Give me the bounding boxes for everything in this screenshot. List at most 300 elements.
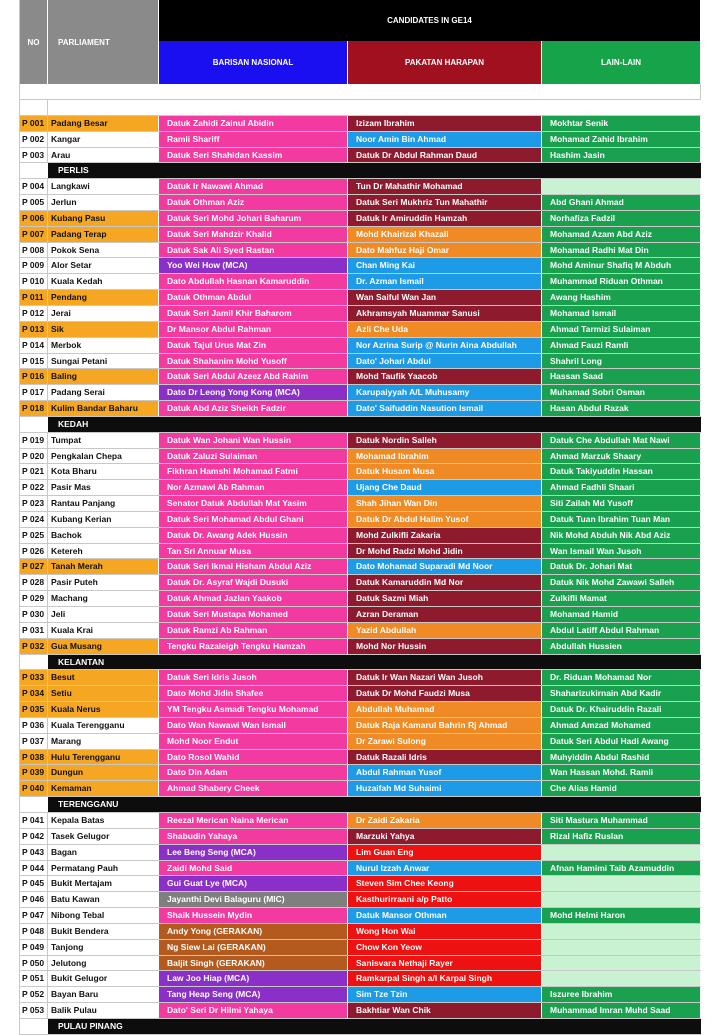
seat-number: P 041 <box>19 813 48 828</box>
other-candidate: Mokhtar Senik <box>542 116 701 131</box>
seat-name: Kuala Kedah <box>48 274 159 289</box>
table-row <box>19 876 701 892</box>
seat-number: P 044 <box>19 861 48 876</box>
bn-candidate: Datuk Dr. Asyraf Wajdi Dusuki <box>159 575 348 590</box>
other-candidate <box>542 892 701 907</box>
state-no-cell <box>19 797 48 812</box>
other-candidate: Muhyiddin Abdul Rashid <box>542 750 701 765</box>
bn-candidate: Datuk Seri Mohamad Abdul Ghani <box>159 512 348 527</box>
seat-name: Padang Serai <box>48 385 159 400</box>
seat-name: Hulu Terengganu <box>48 750 159 765</box>
bn-candidate: Ahmad Shabery Cheek <box>159 781 348 796</box>
other-candidate: Datuk Che Abdullah Mat Nawi <box>542 433 701 448</box>
other-candidate: Shaharizukirnain Abd Kadir <box>542 686 701 701</box>
bn-candidate: Datuk Seri Abdul Azeez Abd Rahim <box>159 369 348 384</box>
seat-name: Setiu <box>48 686 159 701</box>
seat-number: P 014 <box>19 338 48 353</box>
title-header-label: CANDIDATES IN GE14 <box>387 16 472 25</box>
seat-name: Tumpat <box>48 433 159 448</box>
ph-candidate: Tun Dr Mahathir Mohamad <box>348 179 542 194</box>
bn-candidate: Shabudin Yahaya <box>159 829 348 844</box>
bn-candidate: Tan Sri Annuar Musa <box>159 544 348 559</box>
ph-candidate: Nurul Izzah Anwar <box>348 861 542 876</box>
bn-candidate: Jayanthi Devi Balaguru (MIC) <box>159 892 348 907</box>
bn-header-label: BARISAN NASIONAL <box>212 58 294 67</box>
seat-name: Pasir Puteh <box>48 575 159 590</box>
other-candidate: Wan Hassan Mohd. Ramli <box>542 765 701 780</box>
seat-number: P 029 <box>19 591 48 606</box>
bn-candidate: Tengku Razaleigh Tengku Hamzah <box>159 639 348 654</box>
seat-name: Alor Setar <box>48 258 159 273</box>
seat-name: Bachok <box>48 528 159 543</box>
lain-header <box>542 41 701 84</box>
other-candidate: Siti Mastura Muhammad <box>542 813 701 828</box>
seat-number: P 027 <box>19 559 48 574</box>
seat-number: P 030 <box>19 607 48 622</box>
table-row <box>19 987 701 1003</box>
seat-number: P 020 <box>19 449 48 464</box>
other-candidate: Mohd Helmi Haron <box>542 908 701 923</box>
ph-candidate: Steven Sim Chee Keong <box>348 876 542 891</box>
other-candidate: Rizal Hafiz Ruslan <box>542 829 701 844</box>
other-candidate <box>542 179 701 194</box>
ph-candidate: Datuk Seri Mukhriz Tun Mahathir <box>348 195 542 210</box>
seat-name: Kepala Batas <box>48 813 159 828</box>
ph-candidate: Abdullah Muhamad <box>348 702 542 717</box>
seat-number: P 051 <box>19 971 48 986</box>
bn-candidate: Dato' Seri Dr Hilmi Yahaya <box>159 1003 348 1018</box>
other-candidate: Mohd Aminur Shafiq M Abduh <box>542 258 701 273</box>
ph-candidate: Akhramsyah Muammar Sanusi <box>348 306 542 321</box>
ph-candidate: Mohamad Ibrahim <box>348 449 542 464</box>
bn-candidate: Dato Din Adam <box>159 765 348 780</box>
other-candidate: Awang Hashim <box>542 290 701 305</box>
other-candidate: Muhamad Sobri Osman <box>542 385 701 400</box>
table-row <box>19 702 701 718</box>
bn-candidate: Dato Mohd Jidin Shafee <box>159 686 348 701</box>
bn-candidate: Zaidi Mohd Said <box>159 861 348 876</box>
bn-candidate: Dato Abdullah Hasnan Kamaruddin <box>159 274 348 289</box>
seat-name: Tanjong <box>48 940 159 955</box>
bn-candidate: Datuk Ramzi Ab Rahman <box>159 623 348 638</box>
table-row <box>19 464 701 480</box>
ph-candidate: Mohd Taufik Yaacob <box>348 369 542 384</box>
ph-candidate: Chan Ming Kai <box>348 258 542 273</box>
other-candidate: Datuk Dr. Khairuddin Razali <box>542 702 701 717</box>
ph-candidate: Chow Kon Yeow <box>348 940 542 955</box>
seat-name: Padang Terap <box>48 227 159 242</box>
other-candidate: Ahmad Amzad Mohamed <box>542 718 701 733</box>
bn-candidate: Datuk Shahanim Mohd Yusoff <box>159 354 348 369</box>
seat-number: P 050 <box>19 956 48 971</box>
table-row <box>19 401 701 417</box>
seat-number: P 038 <box>19 750 48 765</box>
table-row <box>19 243 701 259</box>
ph-candidate: Dato Mahfuz Haji Omar <box>348 243 542 258</box>
bn-candidate: Datuk Abd Aziz Sheikh Fadzir <box>159 401 348 416</box>
table-row <box>19 322 701 338</box>
seat-name: Pendang <box>48 290 159 305</box>
table-row <box>19 227 701 243</box>
table-row <box>19 639 701 655</box>
ph-candidate: Datuk Raja Kamarul Bahrin Rj Ahmad <box>348 718 542 733</box>
seat-number: P 018 <box>19 401 48 416</box>
state-name: KEDAH <box>58 418 89 429</box>
table-row <box>19 765 701 781</box>
seat-number: P 019 <box>19 433 48 448</box>
bn-candidate: YM Tengku Asmadi Tengku Mohamad <box>159 702 348 717</box>
bn-candidate: Datuk Sak Ali Syed Rastan <box>159 243 348 258</box>
seat-number: P 047 <box>19 908 48 923</box>
table-row <box>19 940 701 956</box>
seat-name: Arau <box>48 148 159 163</box>
bn-candidate: Datuk Wan Johani Wan Hussin <box>159 433 348 448</box>
bn-candidate: Fikhran Hamshi Mohamad Fatmi <box>159 464 348 479</box>
other-candidate: Afnan Hamimi Taib Azamuddin <box>542 861 701 876</box>
state-row <box>19 655 701 671</box>
bn-candidate: Datuk Seri Jamil Khir Baharom <box>159 306 348 321</box>
seat-name: Jeli <box>48 607 159 622</box>
bn-candidate: Tang Heap Seng (MCA) <box>159 987 348 1002</box>
no-header <box>19 0 48 84</box>
table-row <box>19 195 701 211</box>
seat-number: P 006 <box>19 211 48 226</box>
table-row <box>19 924 701 940</box>
seat-number: P 042 <box>19 829 48 844</box>
ph-cell <box>348 100 542 115</box>
other-candidate: Ahmad Fadhli Shaari <box>542 480 701 495</box>
ph-candidate: Dr Mohd Radzi Mohd Jidin <box>348 544 542 559</box>
ph-candidate: Lim Guan Eng <box>348 845 542 860</box>
table-row <box>19 781 701 797</box>
seat-name: Tasek Gelugor <box>48 829 159 844</box>
table-row <box>19 148 701 164</box>
seat-name: Bukit Mertajam <box>48 876 159 891</box>
table-row <box>19 607 701 623</box>
table-row <box>19 718 701 734</box>
ph-candidate: Datuk Sazmi Miah <box>348 591 542 606</box>
table-row <box>19 971 701 987</box>
table-row <box>19 892 701 908</box>
ph-candidate: Mohd Nor Hussin <box>348 639 542 654</box>
seat-number: P 045 <box>19 876 48 891</box>
other-candidate: Mohamad Ismail <box>542 306 701 321</box>
seat-number: P 008 <box>19 243 48 258</box>
seat-name: Nibong Tebal <box>48 908 159 923</box>
table-row <box>19 496 701 512</box>
seat-name: Batu Kawan <box>48 892 159 907</box>
bn-candidate: Datuk Seri Mohd Johari Baharum <box>159 211 348 226</box>
table-row <box>19 956 701 972</box>
bn-cell <box>159 100 348 115</box>
bn-candidate: Senator Datuk Abdullah Mat Yasim <box>159 496 348 511</box>
ph-candidate: Datuk Kamaruddin Md Nor <box>348 575 542 590</box>
table-row <box>19 1003 701 1019</box>
ph-candidate: Karupaiyyah A/L Muhusamy <box>348 385 542 400</box>
other-candidate: Hashim Jasin <box>542 148 701 163</box>
table-row <box>19 908 701 924</box>
other-candidate: Datuk Dr. Johari Mat <box>542 559 701 574</box>
seat-number: P 021 <box>19 464 48 479</box>
table-row <box>19 845 701 861</box>
ph-candidate: Mohd Zulkifli Zakaria <box>348 528 542 543</box>
ph-candidate: Dr. Azman Ismail <box>348 274 542 289</box>
seat-number: P 016 <box>19 369 48 384</box>
ph-candidate: Izizam Ibrahim <box>348 116 542 131</box>
ph-candidate: Datuk Nordin Salleh <box>348 433 542 448</box>
table-row <box>19 116 701 132</box>
header-spacer-row <box>19 84 701 100</box>
table-row <box>19 861 701 877</box>
table-row <box>19 670 701 686</box>
seat-number: P 022 <box>19 480 48 495</box>
bn-candidate: Datuk Seri Mustapa Mohamed <box>159 607 348 622</box>
other-candidate: Dr. Riduan Mohamad Nor <box>542 670 701 685</box>
table-row <box>19 449 701 465</box>
ph-candidate: Dr Zarawi Sulong <box>348 734 542 749</box>
other-candidate: Hassan Saad <box>542 369 701 384</box>
other-candidate: Iszuree Ibrahim <box>542 987 701 1002</box>
other-candidate: Ahmad Tarmizi Sulaiman <box>542 322 701 337</box>
ph-candidate: Abdul Rahman Yusof <box>348 765 542 780</box>
seat-number: P 013 <box>19 322 48 337</box>
state-name: TERENGGANU <box>58 799 119 810</box>
ph-candidate: Ramkarpal Singh a/l Karpal Singh <box>348 971 542 986</box>
other-candidate <box>542 876 701 891</box>
seat-name: Dungun <box>48 765 159 780</box>
ph-candidate: Datuk Mansor Othman <box>348 908 542 923</box>
table-row <box>19 385 701 401</box>
other-candidate: Siti Zailah Md Yusoff <box>542 496 701 511</box>
seat-name: Kubang Kerian <box>48 512 159 527</box>
other-candidate: Datuk Seri Abdul Hadi Awang <box>542 734 701 749</box>
bn-candidate: Datuk Ir Nawawi Ahmad <box>159 179 348 194</box>
seat-number: P 026 <box>19 544 48 559</box>
table-row <box>19 528 701 544</box>
seat-name: Kangar <box>48 132 159 147</box>
no-header-label: NO <box>27 37 40 47</box>
table-row <box>19 559 701 575</box>
seat-number: P 003 <box>19 148 48 163</box>
table-row <box>19 369 701 385</box>
seat-number: P 034 <box>19 686 48 701</box>
table-row <box>19 258 701 274</box>
ph-header-label: PAKATAN HARAPAN <box>405 58 484 67</box>
seat-number: P 028 <box>19 575 48 590</box>
ph-candidate: Datuk Dr Mohd Faudzi Musa <box>348 686 542 701</box>
title-header <box>159 0 701 41</box>
seat-name: Rantau Panjang <box>48 496 159 511</box>
table-row <box>19 179 701 195</box>
seat-name: Bukit Bendera <box>48 924 159 939</box>
ph-candidate: Datuk Dr Abdul Rahman Daud <box>348 148 542 163</box>
seat-name: Sungai Petani <box>48 354 159 369</box>
other-candidate: Datuk Tuan Ibrahim Tuan Man <box>542 512 701 527</box>
bn-candidate: Datuk Seri Ikmal Hisham Abdul Aziz <box>159 559 348 574</box>
table-row <box>19 623 701 639</box>
seat-number: P 031 <box>19 623 48 638</box>
other-candidate <box>542 924 701 939</box>
no-cell <box>19 100 48 115</box>
table-row <box>19 686 701 702</box>
state-row <box>19 417 701 433</box>
other-candidate: Shahril Long <box>542 354 701 369</box>
seat-name: Gua Musang <box>48 639 159 654</box>
other-candidate: Datuk Nik Mohd Zawawi Salleh <box>542 575 701 590</box>
table-header <box>19 0 701 100</box>
bn-candidate: Dr Mansor Abdul Rahman <box>159 322 348 337</box>
bn-candidate: Datuk Zaluzi Sulaiman <box>159 449 348 464</box>
ph-candidate: Nor Azrina Surip @ Nurin Aina Abdullah <box>348 338 542 353</box>
seat-number: P 032 <box>19 639 48 654</box>
ph-candidate: Huzaifah Md Suhaimi <box>348 781 542 796</box>
bn-candidate: Ramli Shariff <box>159 132 348 147</box>
other-candidate: Ahmad Marzuk Shaary <box>542 449 701 464</box>
ph-candidate: Shah Jihan Wan Din <box>348 496 542 511</box>
table-row <box>19 433 701 449</box>
ph-candidate: Sim Tze Tzin <box>348 987 542 1002</box>
seat-name: Kuala Nerus <box>48 702 159 717</box>
ph-candidate: Wan Saiful Wan Jan <box>348 290 542 305</box>
seat-number: P 037 <box>19 734 48 749</box>
seat-number: P 004 <box>19 179 48 194</box>
seat-number: P 012 <box>19 306 48 321</box>
table-row <box>19 512 701 528</box>
seat-number: P 011 <box>19 290 48 305</box>
bn-candidate: Datuk Dr. Awang Adek Hussin <box>159 528 348 543</box>
ph-candidate: Sanisvara Nethaji Rayer <box>348 956 542 971</box>
table-row <box>19 354 701 370</box>
seat-number: P 005 <box>19 195 48 210</box>
bn-candidate: Datuk Othman Abdul <box>159 290 348 305</box>
seat-name: Pengkalan Chepa <box>48 449 159 464</box>
ph-candidate: Dato' Johari Abdul <box>348 354 542 369</box>
ph-candidate: Dato Mohamad Suparadi Md Noor <box>348 559 542 574</box>
seat-name: Pokok Sena <box>48 243 159 258</box>
table-row <box>19 290 701 306</box>
other-candidate: Datuk Takiyuddin Hassan <box>542 464 701 479</box>
other-candidate: Hasan Abdul Razak <box>542 401 701 416</box>
other-candidate <box>542 971 701 986</box>
state-row <box>19 163 701 179</box>
state-no-cell <box>19 417 48 432</box>
table-row <box>19 591 701 607</box>
bn-candidate: Law Joo Hiap (MCA) <box>159 971 348 986</box>
candidates-table <box>19 0 701 1031</box>
ph-candidate: Wong Hon Wai <box>348 924 542 939</box>
seat-name: Padang Besar <box>48 116 159 131</box>
seat-number: P 017 <box>19 385 48 400</box>
seat-name: Kota Bharu <box>48 464 159 479</box>
seat-number: P 049 <box>19 940 48 955</box>
seat-number: P 035 <box>19 702 48 717</box>
seat-name: Kulim Bandar Baharu <box>48 401 159 416</box>
parliament-header-label: PARLIAMENT <box>58 38 110 47</box>
bn-candidate: Datuk Seri Shahidan Kassim <box>159 148 348 163</box>
bn-candidate: Datuk Othman Aziz <box>159 195 348 210</box>
other-candidate <box>542 845 701 860</box>
seat-name: Kemaman <box>48 781 159 796</box>
bn-candidate: Datuk Tajul Urus Mat Zin <box>159 338 348 353</box>
bn-candidate: Gui Guat Lye (MCA) <box>159 876 348 891</box>
seat-name: Kuala Krai <box>48 623 159 638</box>
bn-candidate: Andy Yong (GERAKAN) <box>159 924 348 939</box>
ph-candidate: Dr Zaidi Zakaria <box>348 813 542 828</box>
other-candidate: Norhafiza Fadzil <box>542 211 701 226</box>
ph-candidate: Datuk Ir Amiruddin Hamzah <box>348 211 542 226</box>
state-no-cell <box>19 655 48 670</box>
bn-candidate: Dato Wan Nawawi Wan Ismail <box>159 718 348 733</box>
bn-candidate: Baljit Singh (GERAKAN) <box>159 956 348 971</box>
ph-header <box>348 41 542 84</box>
state-row <box>19 1019 701 1035</box>
seat-name: Marang <box>48 734 159 749</box>
seat-number: P 010 <box>19 274 48 289</box>
other-candidate: Abd Ghani Ahmad <box>542 195 701 210</box>
table-body <box>19 100 701 1035</box>
seat-number: P 052 <box>19 987 48 1002</box>
bn-candidate: Nor Azmawi Ab Rahman <box>159 480 348 495</box>
seat-number: P 040 <box>19 781 48 796</box>
seat-number: P 009 <box>19 258 48 273</box>
seat-number: P 053 <box>19 1003 48 1018</box>
bn-candidate: Ng Siew Lai (GERAKAN) <box>159 940 348 955</box>
state-name: PULAU PINANG <box>58 1020 123 1031</box>
ph-candidate: Ujang Che Daud <box>348 480 542 495</box>
other-candidate <box>542 940 701 955</box>
seat-name: Besut <box>48 670 159 685</box>
seat-number: P 024 <box>19 512 48 527</box>
seat-number: P 025 <box>19 528 48 543</box>
other-candidate: Muhammad Riduan Othman <box>542 274 701 289</box>
ph-candidate: Kasthurirraani a/p Patto <box>348 892 542 907</box>
ph-candidate: Yazid Abdullah <box>348 623 542 638</box>
seat-number: P 043 <box>19 845 48 860</box>
seat-name: Jelutong <box>48 956 159 971</box>
other-candidate: Abdul Latiff Abdul Rahman <box>542 623 701 638</box>
ph-candidate: Mohd Khairizal Khazali <box>348 227 542 242</box>
table-row <box>19 306 701 322</box>
seat-name: Balik Pulau <box>48 1003 159 1018</box>
bn-header <box>159 41 348 84</box>
seat-name: Jerai <box>48 306 159 321</box>
state-row <box>19 797 701 813</box>
other-candidate: Mohamad Radhi Mat Din <box>542 243 701 258</box>
seat-number: P 046 <box>19 892 48 907</box>
seat-number: P 048 <box>19 924 48 939</box>
table-row <box>19 544 701 560</box>
seat-number: P 001 <box>19 116 48 131</box>
table-row <box>19 274 701 290</box>
other-candidate: Che Alias Hamid <box>542 781 701 796</box>
other-candidate: Nik Mohd Abduh Nik Abd Aziz <box>542 528 701 543</box>
ph-candidate: Datuk Husam Musa <box>348 464 542 479</box>
seat-number: P 002 <box>19 132 48 147</box>
bn-candidate: Reezal Merican Naina Merican <box>159 813 348 828</box>
ph-candidate: Marzuki Yahya <box>348 829 542 844</box>
other-candidate: Zulkifli Mamat <box>542 591 701 606</box>
seat-name: Sik <box>48 322 159 337</box>
seat-name: Bagan <box>48 845 159 860</box>
bn-candidate: Dato Rosol Wahid <box>159 750 348 765</box>
seat-number: P 007 <box>19 227 48 242</box>
bn-candidate: Datuk Seri Mahdzir Khalid <box>159 227 348 242</box>
bn-candidate: Mohd Noor Endut <box>159 734 348 749</box>
seat-name: Tanah Merah <box>48 559 159 574</box>
seat-number: P 015 <box>19 354 48 369</box>
seat-name: Langkawi <box>48 179 159 194</box>
table-row <box>19 734 701 750</box>
